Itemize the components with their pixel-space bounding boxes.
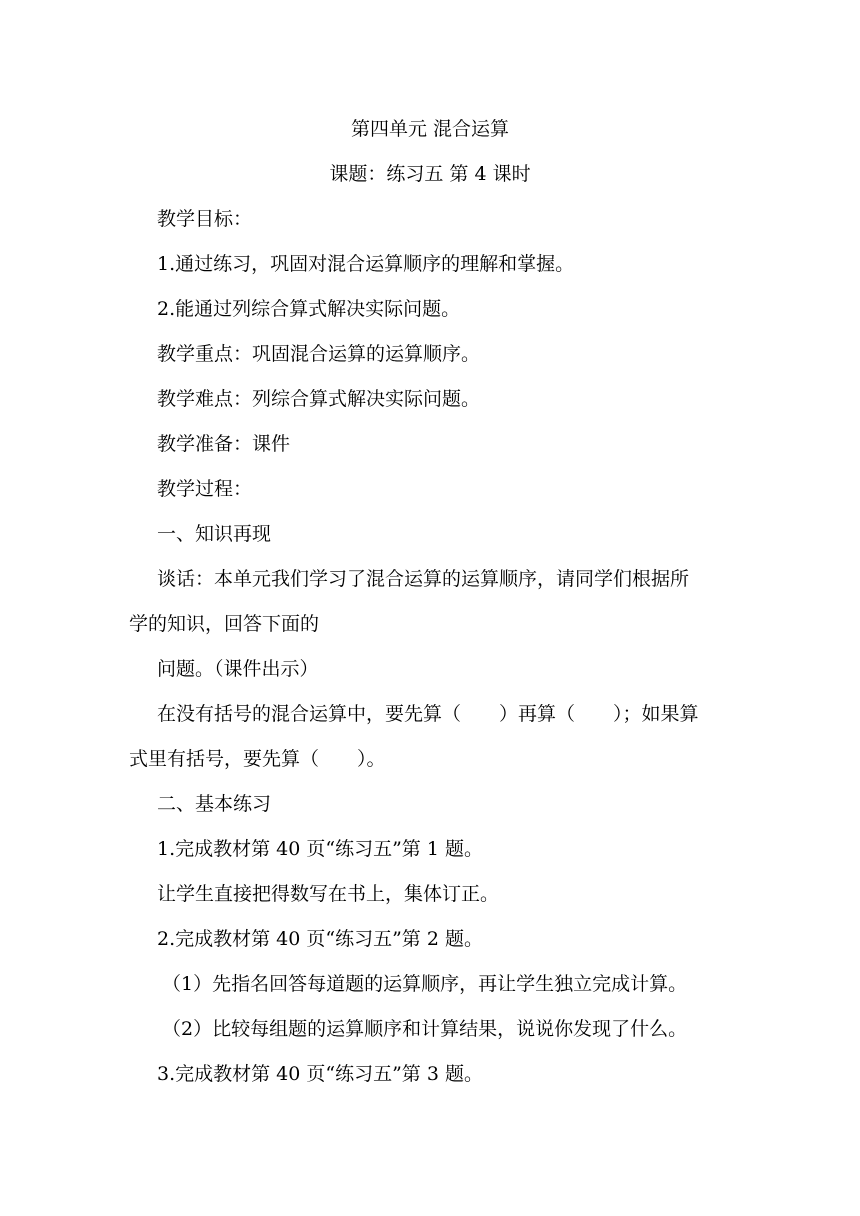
paragraph-exercise-1: 1.完成教材第 40 页“练习五”第 1 题。 — [157, 838, 483, 860]
paragraph-exercise-3: 3.完成教材第 40 页“练习五”第 3 题。 — [157, 1063, 483, 1085]
paragraph-goal-1: 1.通过练习，巩固对混合运算顺序的理解和掌握。 — [157, 253, 575, 275]
section-heading-review: 一、知识再现 — [157, 523, 272, 545]
paragraph-difficulty: 教学难点：列综合算式解决实际问题。 — [157, 388, 481, 410]
paragraph-talk-line-2: 学的知识，回答下面的 — [129, 613, 320, 635]
paragraph-exercise-2: 2.完成教材第 40 页“练习五”第 2 题。 — [157, 928, 483, 950]
paragraph-talk-line-3: 问题。（课件出示） — [157, 658, 319, 680]
paragraph-teaching-goals-heading: 教学目标： — [157, 208, 253, 230]
paragraph-question-line-2: 式里有括号，要先算（ ）。 — [129, 748, 386, 770]
paragraph-preparation: 教学准备：课件 — [157, 433, 291, 455]
paragraph-exercise-1-note: 让学生直接把得数写在书上，集体订正。 — [157, 883, 500, 905]
paragraph-question-line-1: 在没有括号的混合运算中，要先算（ ）再算（ ）；如果算 — [157, 703, 699, 725]
unit-title: 第四单元 混合运算 — [350, 118, 510, 140]
paragraph-exercise-2-step-2: （2）比较每组题的运算顺序和计算结果，说说你发现了什么。 — [162, 1018, 688, 1040]
lesson-title: 课题：练习五 第 4 课时 — [329, 163, 531, 185]
section-heading-basic-practice: 二、基本练习 — [157, 793, 272, 815]
paragraph-talk-line-1: 谈话：本单元我们学习了混合运算的运算顺序，请同学们根据所 — [157, 568, 690, 590]
paragraph-process-heading: 教学过程： — [157, 478, 253, 500]
paragraph-goal-2: 2.能通过列综合算式解决实际问题。 — [157, 298, 461, 320]
paragraph-key-point: 教学重点：巩固混合运算的运算顺序。 — [157, 343, 481, 365]
paragraph-exercise-2-step-1: （1）先指名回答每道题的运算顺序，再让学生独立完成计算。 — [162, 973, 688, 995]
